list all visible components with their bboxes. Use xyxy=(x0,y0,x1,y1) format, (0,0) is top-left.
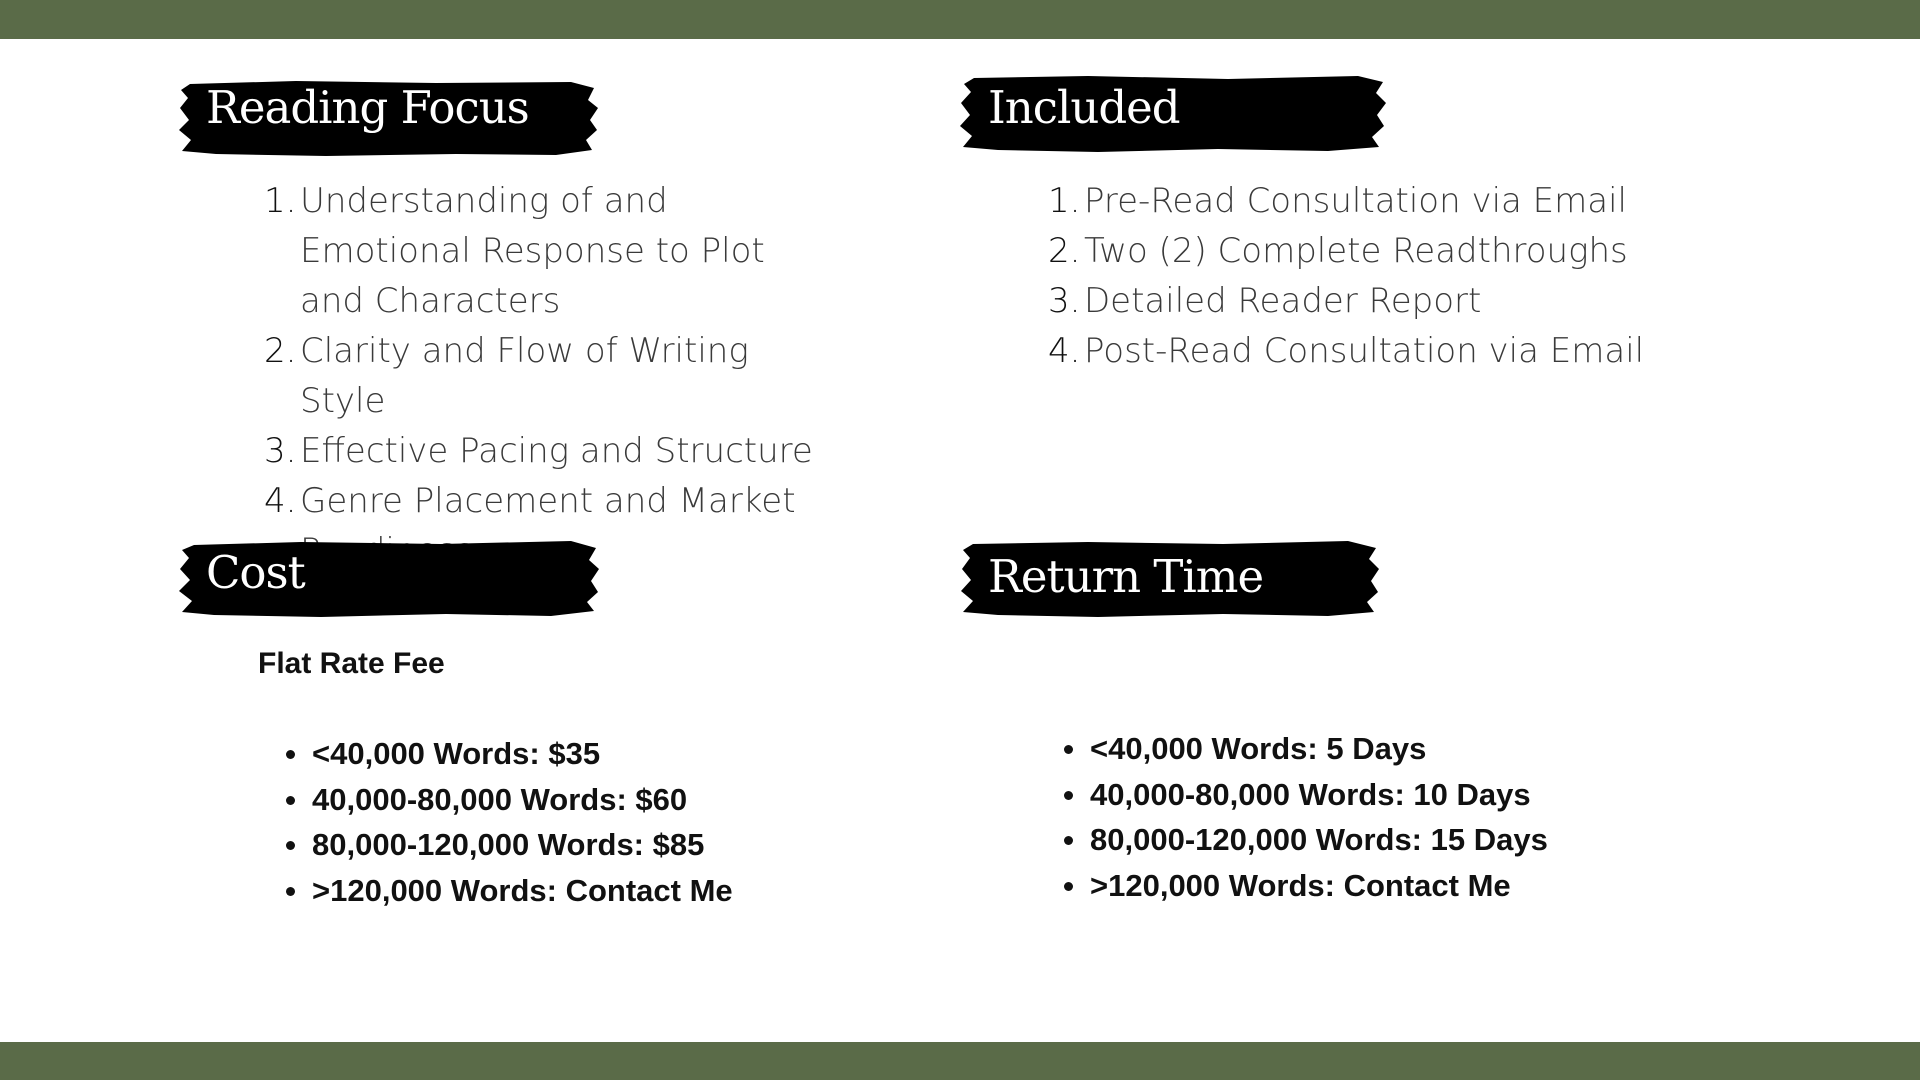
flat-rate-fee-label: Flat Rate Fee xyxy=(258,647,445,680)
list-item xyxy=(1048,326,1672,376)
list-item xyxy=(1060,726,1680,772)
list-item-text: 80,000-120,000 Words: $85 xyxy=(312,827,705,862)
list-item-text: Two (2) Complete Readthroughs xyxy=(1084,231,1628,271)
section-title: Reading Focus xyxy=(206,81,529,134)
list-item-text: 40,000-80,000 Words: $60 xyxy=(312,781,688,817)
list-item xyxy=(1060,863,1680,909)
return-time-list xyxy=(1060,726,1680,908)
list-item xyxy=(1060,817,1680,863)
top-band xyxy=(0,0,1920,39)
list-item-text: Detailed Reader Report xyxy=(1084,281,1482,321)
list-number: 3. xyxy=(264,431,297,471)
list-number: 2. xyxy=(264,331,297,371)
list-item-text: Effective Pacing and Structure xyxy=(300,431,813,471)
list-item-text: >120,000 Words: Contact Me xyxy=(1090,867,1511,903)
included-heading xyxy=(958,73,1390,155)
list-item xyxy=(264,176,828,326)
bullet-icon xyxy=(1064,745,1073,754)
reading-focus-list xyxy=(264,176,828,576)
list-number: 2. xyxy=(1048,231,1081,271)
list-item-text: Pre-Read Consultation via Email xyxy=(1084,181,1628,221)
bullet-icon xyxy=(286,750,295,759)
bullet-icon xyxy=(286,841,295,850)
list-item xyxy=(1048,226,1672,276)
list-item-text: Clarity and Flow of Writing Style xyxy=(300,331,749,421)
bullet-icon xyxy=(1064,882,1073,891)
list-item xyxy=(1060,772,1680,818)
list-item-text: Post-Read Consultation via Email xyxy=(1084,331,1645,371)
bullet-icon xyxy=(286,887,295,896)
cost-list xyxy=(282,731,842,913)
list-number: 4. xyxy=(1048,331,1081,371)
list-item xyxy=(264,426,828,476)
section-title: Included xyxy=(988,81,1180,134)
list-item-text: <40,000 Words: 5 Days xyxy=(1090,731,1427,766)
list-item-text: 80,000-120,000 Words: 15 Days xyxy=(1090,822,1548,857)
list-item xyxy=(282,731,842,777)
list-number: 4. xyxy=(264,481,297,521)
included-list xyxy=(1048,176,1672,376)
list-number: 1. xyxy=(264,181,297,221)
list-item xyxy=(264,326,828,426)
return-time-heading xyxy=(958,538,1383,620)
list-item xyxy=(1048,176,1672,226)
list-number: 1. xyxy=(1048,181,1081,221)
list-item xyxy=(282,868,842,914)
bullet-icon xyxy=(1064,836,1073,845)
list-item-text: Genre Placement and Market xyxy=(300,481,796,521)
section-title: Return Time xyxy=(988,550,1264,603)
list-item-text: Understanding of and Emotional Response to Plot and Characters xyxy=(300,181,765,321)
list-number: 3. xyxy=(1048,281,1081,321)
list-item xyxy=(282,777,842,823)
list-item-text: >120,000 Words: Contact Me xyxy=(312,872,733,908)
section-title: Cost xyxy=(206,546,305,599)
reading-focus-heading xyxy=(176,78,601,160)
list-item-text: 40,000-80,000 Words: 10 Days xyxy=(1090,776,1531,812)
list-item xyxy=(282,822,842,868)
cost-heading xyxy=(176,538,601,620)
bullet-icon xyxy=(1064,791,1073,800)
bullet-icon xyxy=(286,796,295,805)
bottom-band xyxy=(0,1042,1920,1080)
list-item xyxy=(1048,276,1672,326)
list-item-text: <40,000 Words: $35 xyxy=(312,736,601,771)
